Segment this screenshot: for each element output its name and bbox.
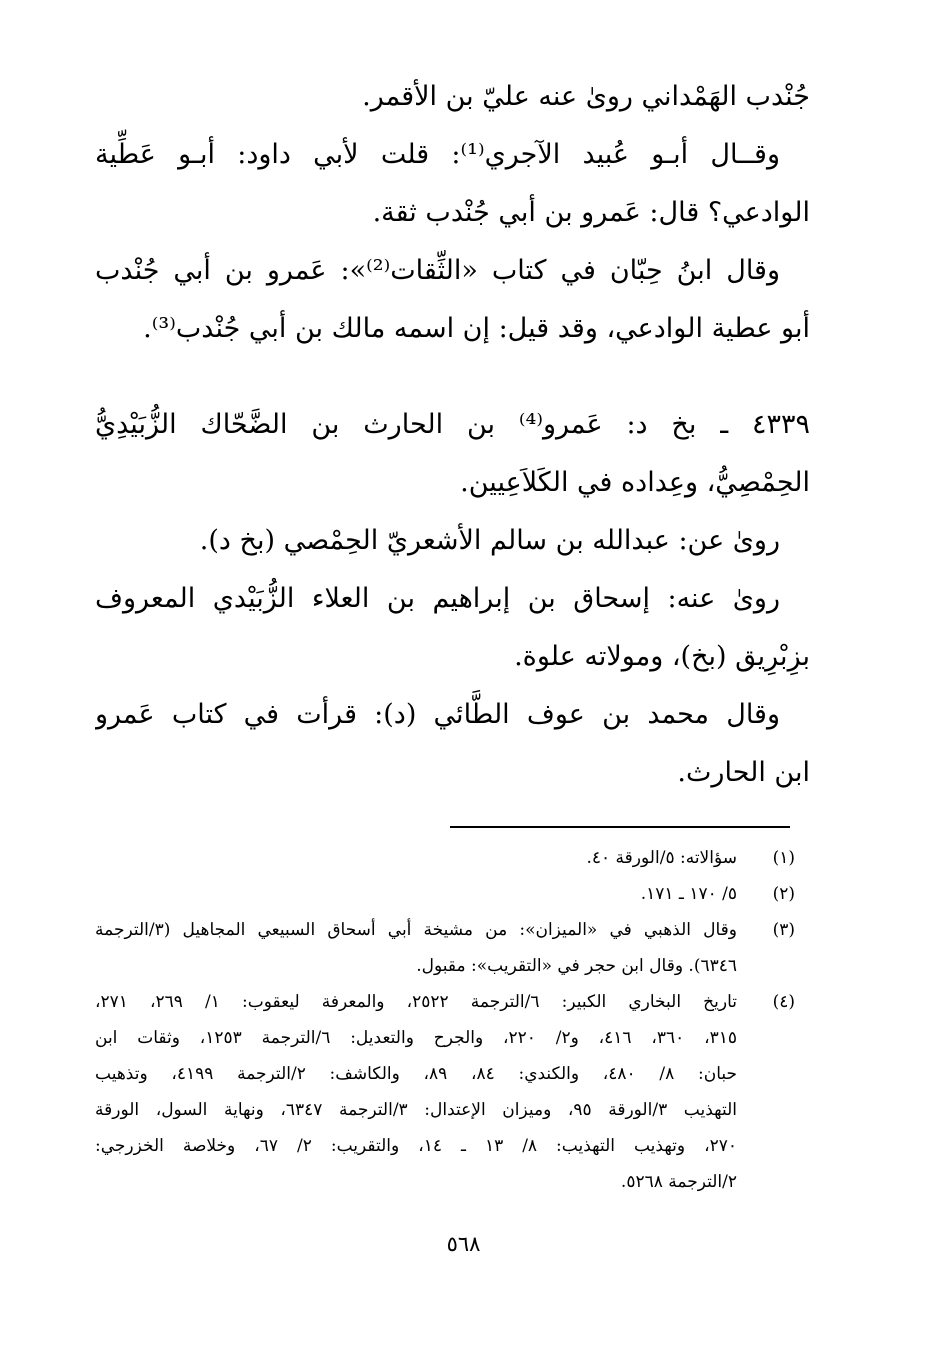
footnote-separator [450, 826, 790, 828]
text-line: روىٰ عن: عبدالله بن سالم الأشعريّ الحِمْصي (بخ د). [199, 525, 780, 556]
footnote [95, 840, 795, 876]
footnote-number: (١) [772, 848, 795, 868]
footnote-line: ٦٣٤٦). وقال ابن حجر في «التقريب»: مقبول. [416, 956, 737, 976]
text-line: روىٰ عنه: إسحاق بن إبراهيم بن العلاء الزُّبَيْدي المعروف [95, 583, 780, 614]
footnote-number: (٢) [772, 884, 795, 904]
footnote-number: (٣) [772, 920, 795, 940]
page-number: ٥٦٨ [446, 1232, 481, 1256]
footnote-line: سؤالاته: ٥/الورقة ٤٠. [586, 848, 737, 868]
footnotes [95, 840, 795, 1200]
text-line: أبو عطية الوادعي، وقد قيل: إن اسمه مالك بن أبي جُنْدب⁽³⁾. [143, 313, 810, 344]
main-text [95, 68, 810, 802]
entry-heading: ٤٣٣٩ ـ بخ د: عَمرو⁽⁴⁾ بن الحارث بن الضَّحّاك الزُّبَيْدِيُّ [95, 409, 810, 440]
text-line: الوادعي؟ قال: عَمرو بن أبي جُنْدب ثقة. [372, 197, 810, 228]
footnote-line: ٥/ ١٧٠ ـ ١٧١. [640, 884, 737, 904]
text-line: ابن الحارث. [677, 757, 810, 788]
footnote-line: ٢/الترجمة ٥٢٦٨. [620, 1172, 737, 1192]
footnote-line: حبان: ٨/ ٤٨٠، والكندي: ٨٤، ٨٩، والكاشف: ٢/الترجمة ٤١٩٩، وتذهيب [95, 1064, 737, 1084]
text-line: جُنْدب الهَمْداني روىٰ عنه عليّ بن الأقمر. [362, 81, 810, 112]
footnote-line: ٢٧٠، وتهذيب التهذيب: ٨/ ١٣ ـ ١٤، والتقريب: ٢/ ٦٧، وخلاصة الخزرجي: [95, 1136, 737, 1156]
footnote-line: وقال الذهبي في «الميزان»: من مشيخة أبي أسحاق السبيعي المجاهيل (٣/الترجمة [95, 920, 737, 940]
footnote-line: التهذيب ٣/الورقة ٩٥، وميزان الإعتدال: ٣/الترجمة ٦٣٤٧، ونهاية السول، الورقة [95, 1100, 737, 1120]
text-line: بزِبْرِيق (بخ)، ومولاته علوة. [514, 641, 810, 672]
text-line: وقال محمد بن عوف الطَّائي (د): قرأت في كتاب عَمرو [95, 699, 780, 730]
footnote-line: تاريخ البخاري الكبير: ٦/الترجمة ٢٥٢٢، والمعرفة ليعقوب: ١/ ٢٦٩، ٢٧١، [95, 992, 737, 1012]
footnote [95, 912, 795, 984]
text-line: وقــال أبـو عُبيد الآجري⁽¹⁾: قلت لأبي داود: أبـو عَطِّية [95, 139, 780, 170]
text-line: وقال ابنُ حِبّان في كتاب «الثِّقات⁽²⁾»: عَمرو بن أبي جُنْدب [95, 255, 780, 286]
footnote-line: ٣١٥، ٣٦٠، ٤١٦، و٢/ ٢٢٠، والجرح والتعديل: ٦/الترجمة ١٢٥٣، وثقات ابن [95, 1028, 737, 1048]
footnote [95, 984, 795, 1200]
footnote-number: (٤) [772, 992, 795, 1012]
footnote [95, 876, 795, 912]
text-line: الحِمْصِيُّ، وعِداده في الكَلاَعِيين. [460, 467, 810, 498]
